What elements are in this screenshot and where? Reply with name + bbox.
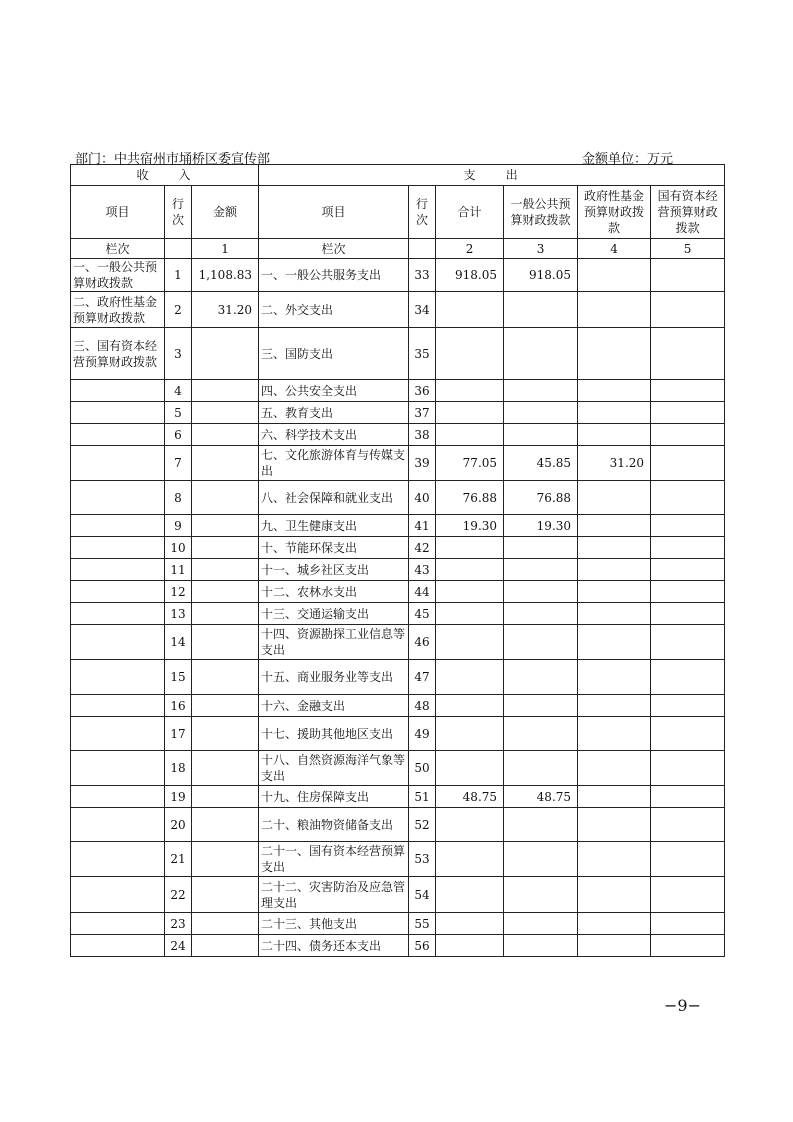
income-line-no: 18 bbox=[165, 751, 192, 786]
table-row bbox=[71, 559, 725, 581]
general-budget-amount bbox=[504, 717, 578, 751]
income-item bbox=[71, 717, 165, 751]
state-capital-amount bbox=[651, 259, 725, 292]
expense-item: 十六、金融支出 bbox=[259, 695, 409, 717]
income-item bbox=[71, 380, 165, 402]
income-line-no: 22 bbox=[165, 877, 192, 913]
income-line-no: 4 bbox=[165, 380, 192, 402]
income-group-header: 收 入 bbox=[71, 165, 259, 186]
expense-item: 十三、交通运输支出 bbox=[259, 603, 409, 625]
expense-item: 一、一般公共服务支出 bbox=[259, 259, 409, 292]
table-row bbox=[71, 424, 725, 446]
income-amount: 1,108.83 bbox=[192, 259, 259, 292]
state-capital-amount bbox=[651, 751, 725, 786]
col-number-3: 3 bbox=[504, 239, 578, 259]
income-item bbox=[71, 786, 165, 808]
total-amount bbox=[436, 935, 504, 957]
income-amount bbox=[192, 515, 259, 537]
income-line-no: 2 bbox=[165, 292, 192, 328]
col-header-amount: 金额 bbox=[192, 186, 259, 239]
total-amount: 19.30 bbox=[436, 515, 504, 537]
table-row bbox=[71, 717, 725, 751]
total-amount bbox=[436, 402, 504, 424]
gov-fund-amount bbox=[578, 808, 651, 842]
department-label: 部门：中共宿州市埇桥区委宣传部 bbox=[75, 152, 271, 167]
income-line-no: 1 bbox=[165, 259, 192, 292]
general-budget-amount bbox=[504, 581, 578, 603]
expense-item: 十九、住房保障支出 bbox=[259, 786, 409, 808]
general-budget-amount bbox=[504, 625, 578, 660]
state-capital-amount bbox=[651, 842, 725, 877]
state-capital-amount bbox=[651, 877, 725, 913]
income-amount bbox=[192, 808, 259, 842]
income-amount bbox=[192, 328, 259, 380]
income-item bbox=[71, 537, 165, 559]
gov-fund-amount bbox=[578, 559, 651, 581]
income-line-no: 19 bbox=[165, 786, 192, 808]
total-amount bbox=[436, 695, 504, 717]
income-line-no: 17 bbox=[165, 717, 192, 751]
income-amount bbox=[192, 695, 259, 717]
income-amount bbox=[192, 625, 259, 660]
state-capital-amount bbox=[651, 328, 725, 380]
expense-item: 十四、资源勘探工业信息等支出 bbox=[259, 625, 409, 660]
general-budget-amount bbox=[504, 380, 578, 402]
income-amount bbox=[192, 559, 259, 581]
gov-fund-amount bbox=[578, 842, 651, 877]
general-budget-amount bbox=[504, 935, 578, 957]
total-amount bbox=[436, 625, 504, 660]
income-item: 一、一般公共预算财政拨款 bbox=[71, 259, 165, 292]
col-number-2: 2 bbox=[436, 239, 504, 259]
gov-fund-amount bbox=[578, 603, 651, 625]
income-item: 三、国有资本经营预算财政拨款 bbox=[71, 328, 165, 380]
total-amount bbox=[436, 581, 504, 603]
general-budget-amount bbox=[504, 603, 578, 625]
col-header-item-expense: 项目 bbox=[259, 186, 409, 239]
expense-item: 二十一、国有资本经营预算支出 bbox=[259, 842, 409, 877]
table-row bbox=[71, 581, 725, 603]
gov-fund-amount bbox=[578, 292, 651, 328]
state-capital-amount bbox=[651, 717, 725, 751]
income-amount bbox=[192, 751, 259, 786]
table-row bbox=[71, 515, 725, 537]
income-line-no: 5 bbox=[165, 402, 192, 424]
table-row bbox=[71, 935, 725, 957]
income-line-no: 16 bbox=[165, 695, 192, 717]
table-row bbox=[71, 603, 725, 625]
expense-item: 十二、农林水支出 bbox=[259, 581, 409, 603]
income-line-no: 21 bbox=[165, 842, 192, 877]
gov-fund-amount: 31.20 bbox=[578, 446, 651, 481]
income-item bbox=[71, 603, 165, 625]
gov-fund-amount bbox=[578, 259, 651, 292]
total-amount bbox=[436, 751, 504, 786]
total-amount bbox=[436, 292, 504, 328]
expense-item: 九、卫生健康支出 bbox=[259, 515, 409, 537]
col-number-label-expense: 栏次 bbox=[259, 239, 409, 259]
unit-label: 金额单位：万元 bbox=[582, 152, 674, 167]
income-amount bbox=[192, 877, 259, 913]
total-amount bbox=[436, 842, 504, 877]
income-item bbox=[71, 446, 165, 481]
expense-item: 十五、商业服务业等支出 bbox=[259, 660, 409, 695]
budget-table bbox=[70, 164, 725, 957]
state-capital-amount bbox=[651, 808, 725, 842]
gov-fund-amount bbox=[578, 660, 651, 695]
table-row bbox=[71, 786, 725, 808]
general-budget-amount bbox=[504, 877, 578, 913]
expense-line-no: 35 bbox=[409, 328, 436, 380]
income-item: 二、政府性基金预算财政拨款 bbox=[71, 292, 165, 328]
col-number-label: 栏次 bbox=[71, 239, 165, 259]
general-budget-amount bbox=[504, 292, 578, 328]
general-budget-amount: 19.30 bbox=[504, 515, 578, 537]
total-amount: 48.75 bbox=[436, 786, 504, 808]
income-amount bbox=[192, 842, 259, 877]
income-line-no: 24 bbox=[165, 935, 192, 957]
income-line-no: 14 bbox=[165, 625, 192, 660]
gov-fund-amount bbox=[578, 481, 651, 515]
income-amount bbox=[192, 660, 259, 695]
income-amount bbox=[192, 537, 259, 559]
state-capital-amount bbox=[651, 446, 725, 481]
income-line-no: 20 bbox=[165, 808, 192, 842]
table-row bbox=[71, 328, 725, 380]
expense-line-no: 53 bbox=[409, 842, 436, 877]
income-amount bbox=[192, 603, 259, 625]
expense-line-no: 37 bbox=[409, 402, 436, 424]
income-amount bbox=[192, 380, 259, 402]
gov-fund-amount bbox=[578, 424, 651, 446]
income-line-no: 7 bbox=[165, 446, 192, 481]
expense-line-no: 34 bbox=[409, 292, 436, 328]
income-item bbox=[71, 402, 165, 424]
income-line-no: 23 bbox=[165, 913, 192, 935]
general-budget-amount bbox=[504, 328, 578, 380]
income-line-no: 3 bbox=[165, 328, 192, 380]
expense-line-no: 54 bbox=[409, 877, 436, 913]
expense-line-no: 43 bbox=[409, 559, 436, 581]
expense-item: 十七、援助其他地区支出 bbox=[259, 717, 409, 751]
gov-fund-amount bbox=[578, 515, 651, 537]
table-row bbox=[71, 481, 725, 515]
state-capital-amount bbox=[651, 935, 725, 957]
state-capital-amount bbox=[651, 603, 725, 625]
expense-item: 七、文化旅游体育与传媒支出 bbox=[259, 446, 409, 481]
general-budget-amount bbox=[504, 913, 578, 935]
income-item bbox=[71, 515, 165, 537]
income-item bbox=[71, 935, 165, 957]
general-budget-amount bbox=[504, 402, 578, 424]
gov-fund-amount bbox=[578, 537, 651, 559]
col-header-line-no: 行次 bbox=[165, 186, 192, 239]
total-amount bbox=[436, 559, 504, 581]
general-budget-amount bbox=[504, 695, 578, 717]
state-capital-amount bbox=[651, 380, 725, 402]
state-capital-amount bbox=[651, 581, 725, 603]
income-item bbox=[71, 751, 165, 786]
income-amount bbox=[192, 935, 259, 957]
gov-fund-amount bbox=[578, 380, 651, 402]
table-row bbox=[71, 695, 725, 717]
expense-item: 十、节能环保支出 bbox=[259, 537, 409, 559]
total-amount bbox=[436, 660, 504, 695]
income-item bbox=[71, 808, 165, 842]
expense-line-no: 44 bbox=[409, 581, 436, 603]
general-budget-amount: 918.05 bbox=[504, 259, 578, 292]
col-number-4: 4 bbox=[578, 239, 651, 259]
expense-line-no: 49 bbox=[409, 717, 436, 751]
income-item bbox=[71, 660, 165, 695]
state-capital-amount bbox=[651, 660, 725, 695]
state-capital-amount bbox=[651, 695, 725, 717]
expense-line-no: 51 bbox=[409, 786, 436, 808]
expense-item: 二十二、灾害防治及应急管理支出 bbox=[259, 877, 409, 913]
general-budget-amount bbox=[504, 424, 578, 446]
page-number: −9− bbox=[664, 996, 701, 1015]
table-row bbox=[71, 808, 725, 842]
income-line-no: 11 bbox=[165, 559, 192, 581]
income-amount bbox=[192, 786, 259, 808]
state-capital-amount bbox=[651, 537, 725, 559]
income-item bbox=[71, 877, 165, 913]
income-item bbox=[71, 842, 165, 877]
col-header-total: 合计 bbox=[436, 186, 504, 239]
state-capital-amount bbox=[651, 402, 725, 424]
total-amount bbox=[436, 877, 504, 913]
expense-line-no: 52 bbox=[409, 808, 436, 842]
income-item bbox=[71, 913, 165, 935]
income-item bbox=[71, 625, 165, 660]
col-header-line-no-expense: 行次 bbox=[409, 186, 436, 239]
expense-item: 四、公共安全支出 bbox=[259, 380, 409, 402]
gov-fund-amount bbox=[578, 913, 651, 935]
gov-fund-amount bbox=[578, 402, 651, 424]
general-budget-amount bbox=[504, 660, 578, 695]
income-line-no: 15 bbox=[165, 660, 192, 695]
gov-fund-amount bbox=[578, 695, 651, 717]
income-amount bbox=[192, 481, 259, 515]
expense-item: 五、教育支出 bbox=[259, 402, 409, 424]
total-amount: 77.05 bbox=[436, 446, 504, 481]
expense-line-no: 56 bbox=[409, 935, 436, 957]
total-amount: 918.05 bbox=[436, 259, 504, 292]
gov-fund-amount bbox=[578, 786, 651, 808]
empty-cell bbox=[165, 239, 192, 259]
gov-fund-amount bbox=[578, 751, 651, 786]
expense-group-header: 支 出 bbox=[259, 165, 725, 186]
total-amount bbox=[436, 537, 504, 559]
table-row bbox=[71, 259, 725, 292]
income-item bbox=[71, 481, 165, 515]
general-budget-amount bbox=[504, 559, 578, 581]
income-amount bbox=[192, 424, 259, 446]
income-amount: 31.20 bbox=[192, 292, 259, 328]
expense-item: 二十、粮油物资储备支出 bbox=[259, 808, 409, 842]
gov-fund-amount bbox=[578, 935, 651, 957]
expense-item: 二十四、债务还本支出 bbox=[259, 935, 409, 957]
state-capital-amount bbox=[651, 913, 725, 935]
expense-line-no: 50 bbox=[409, 751, 436, 786]
income-amount bbox=[192, 717, 259, 751]
income-line-no: 9 bbox=[165, 515, 192, 537]
expense-item: 八、社会保障和就业支出 bbox=[259, 481, 409, 515]
expense-line-no: 40 bbox=[409, 481, 436, 515]
expense-line-no: 48 bbox=[409, 695, 436, 717]
general-budget-amount: 48.75 bbox=[504, 786, 578, 808]
state-capital-amount bbox=[651, 515, 725, 537]
income-line-no: 6 bbox=[165, 424, 192, 446]
total-amount bbox=[436, 717, 504, 751]
expense-line-no: 38 bbox=[409, 424, 436, 446]
expense-item: 二、外交支出 bbox=[259, 292, 409, 328]
gov-fund-amount bbox=[578, 581, 651, 603]
gov-fund-amount bbox=[578, 328, 651, 380]
income-amount bbox=[192, 402, 259, 424]
col-number-5: 5 bbox=[651, 239, 725, 259]
state-capital-amount bbox=[651, 559, 725, 581]
col-header-item: 项目 bbox=[71, 186, 165, 239]
table-row bbox=[71, 537, 725, 559]
income-line-no: 12 bbox=[165, 581, 192, 603]
income-line-no: 10 bbox=[165, 537, 192, 559]
total-amount bbox=[436, 913, 504, 935]
expense-line-no: 46 bbox=[409, 625, 436, 660]
table-row bbox=[71, 660, 725, 695]
total-amount bbox=[436, 328, 504, 380]
gov-fund-amount bbox=[578, 717, 651, 751]
total-amount: 76.88 bbox=[436, 481, 504, 515]
state-capital-amount bbox=[651, 424, 725, 446]
table-row bbox=[71, 380, 725, 402]
expense-line-no: 41 bbox=[409, 515, 436, 537]
expense-line-no: 42 bbox=[409, 537, 436, 559]
total-amount bbox=[436, 603, 504, 625]
general-budget-amount bbox=[504, 751, 578, 786]
general-budget-amount bbox=[504, 537, 578, 559]
table-row bbox=[71, 842, 725, 877]
income-line-no: 13 bbox=[165, 603, 192, 625]
general-budget-amount bbox=[504, 808, 578, 842]
income-line-no: 8 bbox=[165, 481, 192, 515]
state-capital-amount bbox=[651, 292, 725, 328]
gov-fund-amount bbox=[578, 877, 651, 913]
income-item bbox=[71, 559, 165, 581]
gov-fund-amount bbox=[578, 625, 651, 660]
table-row bbox=[71, 292, 725, 328]
income-amount bbox=[192, 913, 259, 935]
expense-item: 十八、自然资源海洋气象等支出 bbox=[259, 751, 409, 786]
total-amount bbox=[436, 380, 504, 402]
expense-line-no: 45 bbox=[409, 603, 436, 625]
total-amount bbox=[436, 424, 504, 446]
state-capital-amount bbox=[651, 625, 725, 660]
expense-item: 十一、城乡社区支出 bbox=[259, 559, 409, 581]
income-item bbox=[71, 424, 165, 446]
col-number-1: 1 bbox=[192, 239, 259, 259]
expense-item: 三、国防支出 bbox=[259, 328, 409, 380]
table-row bbox=[71, 625, 725, 660]
table-row bbox=[71, 402, 725, 424]
total-amount bbox=[436, 808, 504, 842]
state-capital-amount bbox=[651, 481, 725, 515]
income-amount bbox=[192, 446, 259, 481]
table-row bbox=[71, 446, 725, 481]
expense-line-no: 36 bbox=[409, 380, 436, 402]
col-header-general-budget: 一般公共预算财政拨款 bbox=[504, 186, 578, 239]
table-row bbox=[71, 877, 725, 913]
expense-line-no: 39 bbox=[409, 446, 436, 481]
income-item bbox=[71, 581, 165, 603]
table-row bbox=[71, 913, 725, 935]
state-capital-amount bbox=[651, 786, 725, 808]
expense-line-no: 55 bbox=[409, 913, 436, 935]
col-header-gov-fund: 政府性基金预算财政拨款 bbox=[578, 186, 651, 239]
table-row bbox=[71, 751, 725, 786]
expense-line-no: 47 bbox=[409, 660, 436, 695]
expense-item: 二十三、其他支出 bbox=[259, 913, 409, 935]
col-header-state-capital: 国有资本经营预算财政拨款 bbox=[651, 186, 725, 239]
general-budget-amount: 76.88 bbox=[504, 481, 578, 515]
expense-item: 六、科学技术支出 bbox=[259, 424, 409, 446]
general-budget-amount: 45.85 bbox=[504, 446, 578, 481]
general-budget-amount bbox=[504, 842, 578, 877]
empty-cell bbox=[409, 239, 436, 259]
income-item bbox=[71, 695, 165, 717]
income-amount bbox=[192, 581, 259, 603]
expense-line-no: 33 bbox=[409, 259, 436, 292]
